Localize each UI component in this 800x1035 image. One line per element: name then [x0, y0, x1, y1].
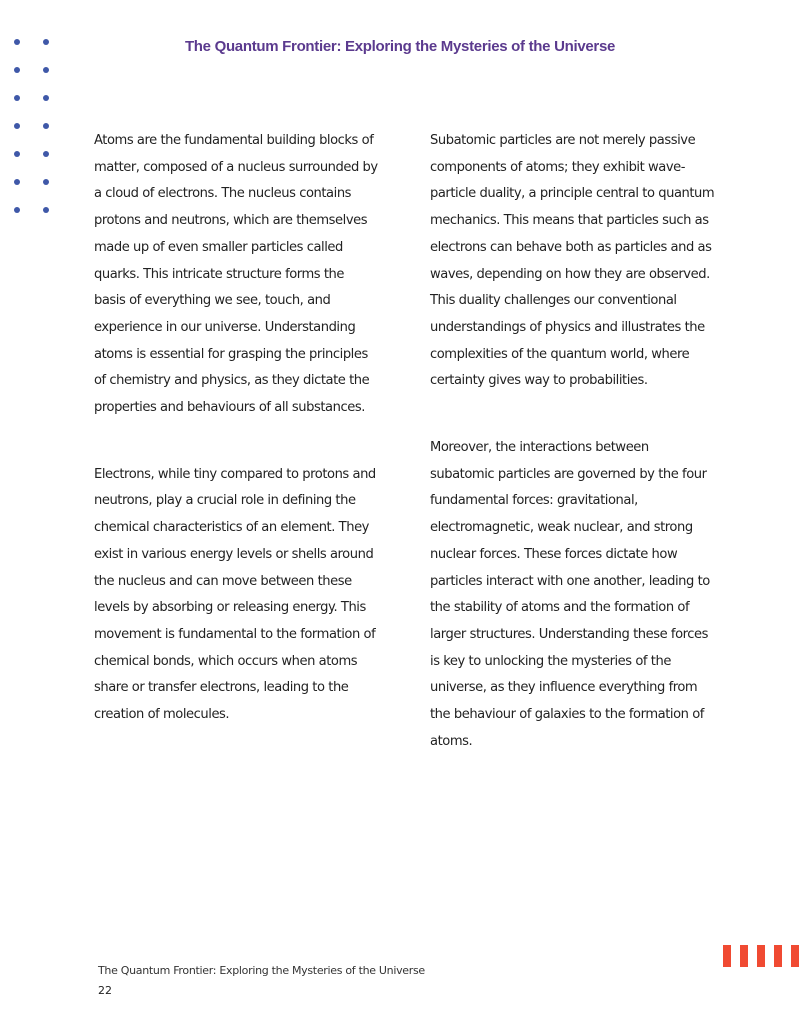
paragraph: Atoms are the fundamental building blocks of matter, composed of a nucleus surrounded by a cloud of electrons. The nucleus contains protons and neutrons, which are themselves made up of even smaller particles called quarks. This intricate structure forms the basis of everything we see, touch, and experience in our universe. Understanding atoms is essential for grasping the principles of chemistry and physics, as they dictate the properties and behaviours of all substances. — [94, 133, 378, 416]
dot — [43, 151, 49, 157]
dot — [43, 207, 49, 213]
dot — [43, 123, 49, 129]
dot — [14, 207, 20, 213]
dot — [43, 95, 49, 101]
stripe — [723, 945, 731, 967]
stripe — [791, 945, 799, 967]
dot — [14, 151, 20, 157]
paragraph: Electrons, while tiny compared to protons and neutrons, play a crucial role in defining the chemical characteristics of an element. They exist in various energy levels or shells around the nucleus and can move between these levels by absorbing or releasing energy. This movement is fundamental to the formation of chemical bonds, which occurs when atoms share or transfer electrons, leading to the creation of molecules. — [94, 466, 376, 723]
dot — [14, 179, 20, 185]
stripe — [740, 945, 748, 967]
dot — [43, 67, 49, 73]
decorative-dot-grid — [14, 39, 62, 213]
dot — [14, 95, 20, 101]
stripe — [774, 945, 782, 967]
stripe — [757, 945, 765, 967]
paragraph: Moreover, the interactions between subatomic particles are governed by the four fundamental forces: gravitational, electromagnetic, weak nuclear, and strong nuclear forces. These forces dictate how particles interact with one another, leading to the stability of atoms and the formation of larger structures. Understanding these forces is key to unlocking the mysteries of the universe, as they influence everything from the behaviour of galaxies to the formation of atoms. — [430, 440, 710, 749]
footer-title: The Quantum Frontier: Exploring the Mysteries of the Universe — [98, 964, 425, 977]
page-number: 22 — [98, 984, 112, 997]
right-column — [430, 128, 715, 755]
decorative-stripes — [723, 945, 799, 967]
paragraph: Subatomic particles are not merely passive components of atoms; they exhibit wave-particle duality, a principle central to quantum mechanics. This means that particles such as electrons can behave both as particles and as waves, depending on how they are observed. This duality challenges our conventional understandings of physics and illustrates the complexities of the quantum world, where certainty gives way to probabilities. — [430, 133, 715, 389]
dot — [14, 67, 20, 73]
left-column — [94, 128, 379, 729]
dot — [14, 123, 20, 129]
dot — [43, 179, 49, 185]
page-title: The Quantum Frontier: Exploring the Mysteries of the Universe — [184, 38, 616, 55]
